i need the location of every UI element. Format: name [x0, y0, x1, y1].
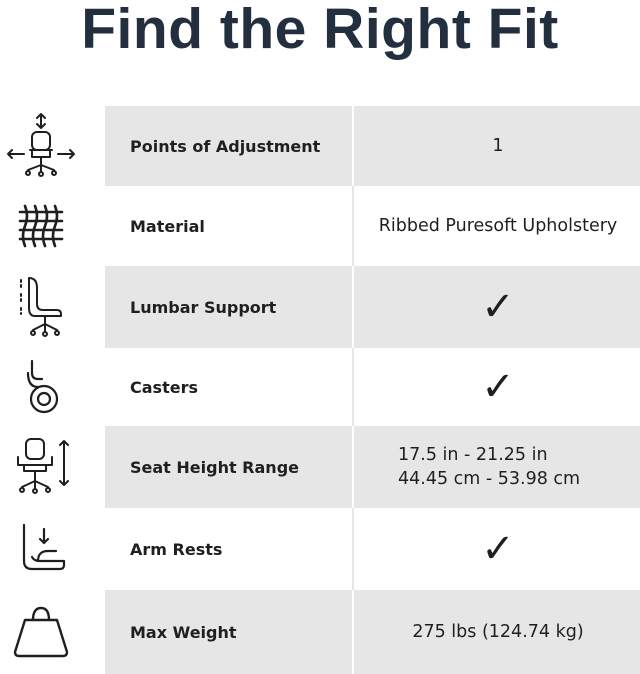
fabric-mesh-icon — [6, 186, 76, 266]
caster-wheel-icon — [6, 348, 76, 426]
spec-label: Seat Height Range — [130, 457, 299, 477]
spec-label: Casters — [130, 377, 198, 397]
weight-icon — [6, 590, 76, 674]
spec-label: Lumbar Support — [130, 297, 277, 317]
column-divider — [352, 590, 354, 674]
arm-rest-icon — [6, 508, 76, 590]
spec-row-material — [0, 186, 640, 266]
spec-value — [356, 266, 640, 348]
spec-value — [356, 508, 640, 590]
column-divider — [352, 266, 354, 348]
chair-adjustment-icon — [6, 106, 76, 186]
spec-row-max-weight — [0, 590, 640, 674]
column-divider — [352, 348, 354, 426]
spec-row-lumbar-support — [0, 266, 640, 348]
spec-value: 275 lbs (124.74 kg) — [412, 622, 584, 642]
spec-value: Ribbed Puresoft Upholstery — [378, 216, 618, 236]
spec-row-arm-rests — [0, 508, 640, 590]
column-divider — [352, 508, 354, 590]
column-divider — [352, 426, 354, 508]
lumbar-chair-icon — [6, 266, 76, 348]
spec-label: Arm Rests — [130, 539, 223, 559]
checkmark-icon: ✓ — [481, 364, 515, 410]
page-title: Find the Right Fit — [81, 0, 559, 61]
column-divider — [352, 106, 354, 186]
spec-value: 1 — [492, 136, 504, 156]
spec-value — [356, 348, 640, 426]
seat-height-centimeters: 44.45 cm - 53.98 cm — [398, 469, 581, 489]
spec-label: Material — [130, 216, 205, 236]
spec-row-seat-height-range — [0, 426, 640, 508]
spec-label: Max Weight — [130, 622, 237, 642]
spec-label: Points of Adjustment — [130, 136, 321, 156]
spec-value — [356, 426, 640, 508]
spec-row-points-of-adjustment — [0, 106, 640, 186]
checkmark-icon: ✓ — [481, 284, 515, 330]
column-divider — [352, 186, 354, 266]
seat-height-inches: 17.5 in - 21.25 in — [398, 445, 548, 465]
checkmark-icon: ✓ — [481, 526, 515, 572]
spec-row-casters — [0, 348, 640, 426]
seat-height-icon — [6, 426, 76, 508]
